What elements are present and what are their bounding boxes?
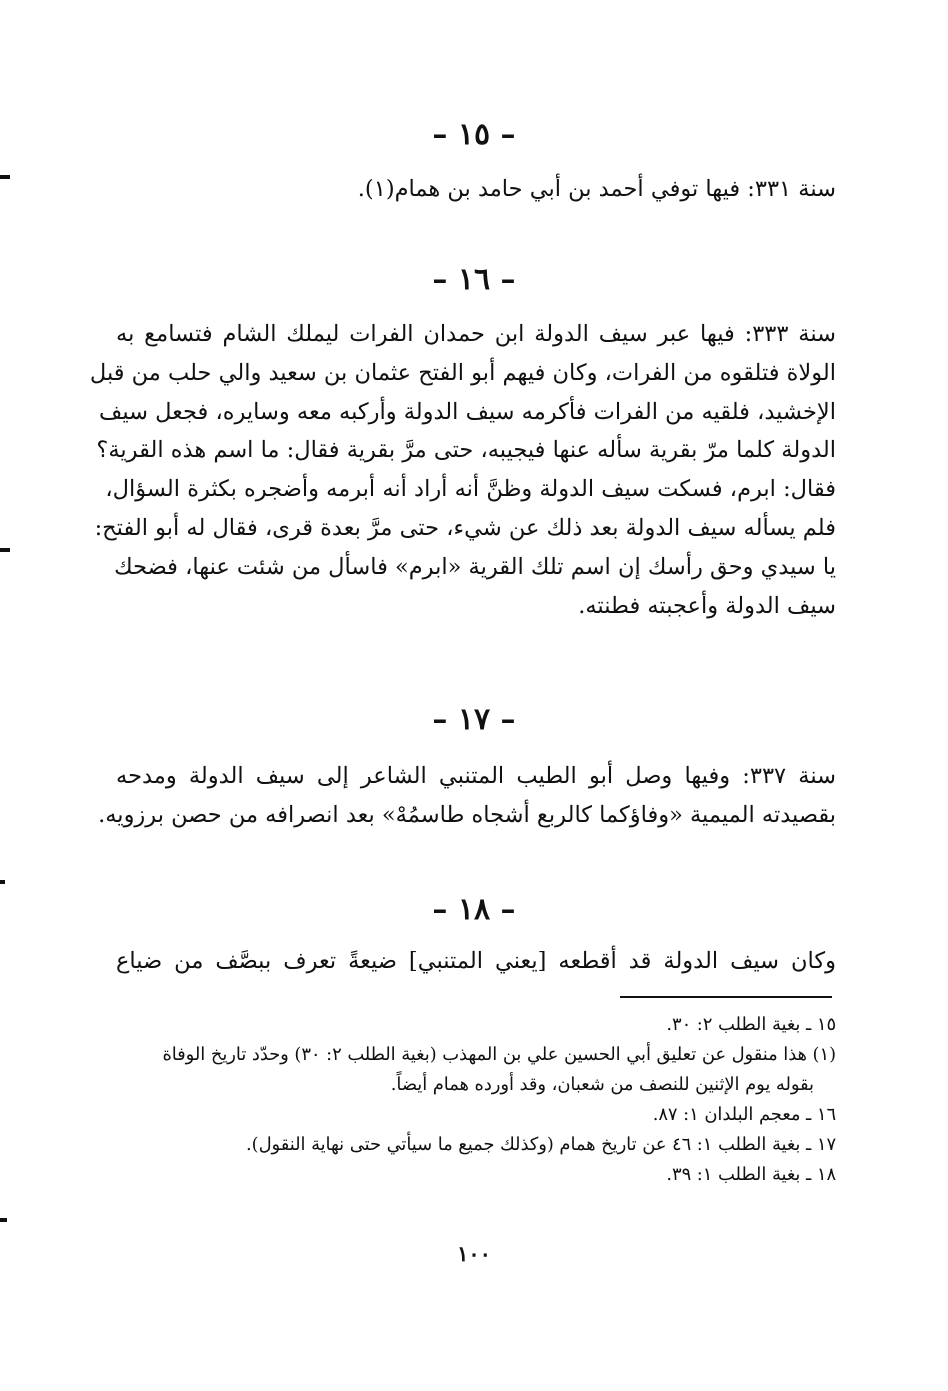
text-line: وكان سيف الدولة قد أقطعه [يعني المتنبي] ضيعةً تعرف ببصَّف من ضياع	[116, 948, 836, 974]
section-heading-17: – ١٧ –	[432, 702, 516, 737]
text-line: سيف الدولة وأعجبته فطنته.	[578, 592, 836, 619]
footnote: ١٦ ـ معجم البلدان ١: ٨٧.	[652, 1104, 836, 1125]
text-line: بقصيدته الميمية «وفاؤكما كالربع أشجاه طاسمُهْ» بعد انصرافه من حصن برزويه.	[98, 801, 836, 828]
footnote-continuation: بقوله يوم الإثنين للنصف من شعبان، وقد أورده همام أيضاً.	[390, 1074, 814, 1095]
footnotes	[111, 1010, 836, 1190]
section-heading-15: – ١٥ –	[432, 117, 516, 152]
section-text-15	[116, 170, 836, 209]
scan-mark	[0, 1218, 7, 1222]
text-line: يا سيدي وحق رأسك إن اسم تلك القرية «ابرم» فاسأل من شئت عنها، فضحك	[114, 553, 836, 580]
section-heading-18: – ١٨ –	[432, 892, 516, 927]
section-text-17	[98, 757, 837, 835]
footnote: ١٨ ـ بغية الطلب ١: ٣٩.	[666, 1164, 836, 1185]
scan-mark	[0, 548, 10, 552]
page-number: ١٠٠	[457, 1241, 491, 1266]
text-line: سنة ٣٣١: فيها توفي أحمد بن أبي حامد بن همام(١).	[357, 176, 836, 202]
section-text-18	[116, 942, 836, 981]
text-line: الإخشيد، فلقيه من الفرات فأكرمه سيف الدولة وأركبه معه وسايره، فجعل سيف	[99, 398, 836, 425]
section-heading-16: – ١٦ –	[432, 262, 516, 297]
footnote: ١٧ ـ بغية الطلب ١: ٤٦ عن تاريخ همام (وكذلك جميع ما سيأتي حتى نهاية النقول).	[246, 1134, 836, 1155]
scan-mark	[0, 175, 10, 179]
scan-mark	[0, 880, 5, 884]
text-line: الولاة فتلقوه من الفرات، وكان فيهم أبو الفتح عثمان بن سعيد والي حلب من قبل	[89, 359, 836, 386]
footnote: ١٥ ـ بغية الطلب ٢: ٣٠.	[666, 1014, 836, 1035]
section-text-16	[89, 315, 836, 625]
text-line: الدولة كلما مرّ بقرية سأله عنها فيجيبه، حتى مرَّ بقرية فقال: ما اسم هذه القرية؟	[96, 437, 836, 464]
text-line: سنة ٣٣٧: وفيها وصل أبو الطيب المتنبي الشاعر إلى سيف الدولة ومدحه	[116, 763, 837, 789]
text-line: سنة ٣٣٣: فيها عبر سيف الدولة ابن حمدان الفرات ليملك الشام فتسامع به	[116, 321, 836, 347]
footnote: (١) هذا منقول عن تعليق أبي الحسين علي بن المهذب (بغية الطلب ٢: ٣٠) وحدّد تاريخ الوفاة	[162, 1044, 836, 1065]
footnote-separator	[620, 996, 832, 998]
text-line: فلم يسأله سيف الدولة بعد ذلك عن شيء، حتى مرَّ بعدة قرى، فقال له أبو الفتح:	[94, 514, 836, 541]
text-line: فقال: ابرم، فسكت سيف الدولة وظنَّ أنه أراد أنه أبرمه وأضجره بكثرة السؤال،	[105, 476, 836, 503]
